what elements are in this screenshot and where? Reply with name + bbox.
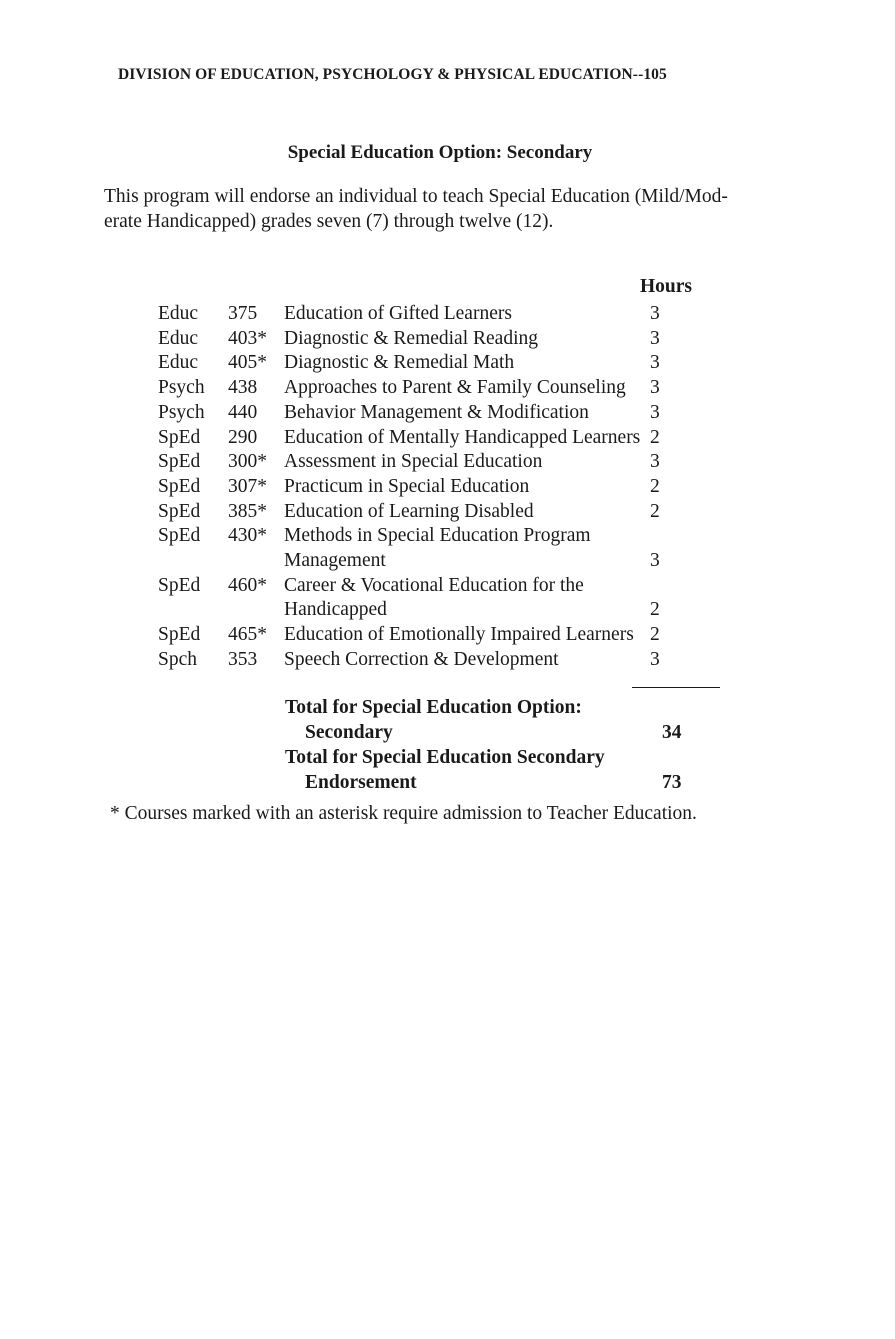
course-dept: Educ [158, 327, 199, 349]
course-dept: SpEd [158, 475, 201, 497]
course-title: Education of Emotionally Impaired Learners [284, 624, 634, 646]
totals-rule [632, 687, 720, 688]
section-title: Special Education Option: Secondary [287, 142, 593, 163]
course-number: 465* [228, 624, 267, 646]
table-row [158, 500, 680, 525]
total-option-label [285, 695, 685, 720]
table-row [158, 623, 680, 648]
table-row [158, 401, 680, 426]
course-hours: 3 [650, 352, 660, 374]
course-hours: 3 [650, 327, 660, 349]
course-number [228, 549, 284, 574]
total-endorsement-label-line1: Total for Special Education Secondary [285, 747, 605, 768]
course-hours: 2 [650, 426, 660, 448]
course-title: Education of Learning Disabled [284, 500, 534, 522]
course-number: 290 [228, 426, 258, 448]
course-number: 300* [228, 451, 267, 473]
table-row [158, 574, 680, 599]
course-title: Assessment in Special Education [284, 451, 543, 473]
total-option-label-line2: Secondary [305, 722, 393, 743]
course-dept: Educ [158, 303, 199, 324]
course-hours: 2 [650, 599, 660, 621]
course-dept: SpEd [158, 574, 201, 596]
course-number [228, 598, 284, 623]
course-dept: Psych [158, 401, 205, 423]
course-dept [158, 598, 228, 623]
course-hours: 3 [650, 550, 660, 572]
table-row [158, 351, 680, 376]
hours-column-header: Hours [640, 276, 693, 297]
course-number: 460* [228, 574, 267, 596]
course-title: Education of Gifted Learners [284, 303, 512, 324]
course-title: Speech Correction & Development [284, 648, 559, 670]
table-row [158, 376, 680, 401]
course-hours: 2 [650, 624, 660, 646]
total-endorsement-label [285, 745, 685, 770]
course-number: 403* [228, 327, 267, 349]
course-title: Education of Mentally Handicapped Learners [284, 426, 641, 448]
table-row [158, 524, 680, 549]
course-dept [158, 549, 228, 574]
course-hours [650, 574, 680, 599]
course-hours: 3 [650, 303, 660, 324]
total-option-label-line1: Total for Special Education Option: [285, 697, 582, 718]
course-number: 440 [228, 401, 258, 423]
course-title: Management [284, 550, 386, 572]
course-dept: SpEd [158, 451, 201, 473]
intro-paragraph [104, 184, 784, 234]
course-title: Approaches to Parent & Family Counseling [284, 377, 626, 399]
total-option-row [285, 720, 685, 745]
table-row [158, 426, 680, 451]
course-number: 385* [228, 500, 267, 522]
course-number: 375 [228, 303, 258, 324]
course-title: Handicapped [284, 599, 387, 621]
course-number: 353 [228, 648, 258, 670]
course-number: 307* [228, 475, 267, 497]
running-head: DIVISION OF EDUCATION, PSYCHOLOGY & PHYSICAL EDUCATION--105 [118, 66, 667, 83]
asterisk-footnote: * Courses marked with an asterisk require admission to Teacher Education. [110, 803, 697, 824]
course-hours: 3 [650, 648, 660, 670]
table-row [158, 450, 680, 475]
totals-block [285, 695, 685, 795]
course-table [158, 302, 680, 673]
total-endorsement-value: 73 [662, 772, 682, 793]
course-title: Diagnostic & Remedial Math [284, 352, 515, 374]
total-option-value: 34 [662, 722, 682, 743]
course-title: Career & Vocational Education for the [284, 574, 584, 596]
table-row [158, 648, 680, 673]
course-title: Behavior Management & Modification [284, 401, 589, 423]
table-row [158, 327, 680, 352]
course-dept: Spch [158, 648, 197, 670]
course-hours: 3 [650, 401, 660, 423]
course-dept: SpEd [158, 525, 201, 547]
course-title: Diagnostic & Remedial Reading [284, 327, 538, 349]
course-title: Practicum in Special Education [284, 475, 530, 497]
course-number: 438 [228, 377, 258, 399]
course-dept: SpEd [158, 426, 201, 448]
course-dept: SpEd [158, 624, 201, 646]
table-row-continuation [158, 598, 680, 623]
course-hours [650, 524, 680, 549]
intro-line: erate Handicapped) grades seven (7) through twelve (12). [104, 211, 554, 232]
total-endorsement-row [285, 770, 685, 795]
course-dept: SpEd [158, 500, 201, 522]
course-dept: Psych [158, 377, 205, 399]
course-hours: 2 [650, 500, 660, 522]
intro-line: This program will endorse an individual to teach Special Education (Mild/Mod- [104, 186, 728, 207]
table-row-continuation [158, 549, 680, 574]
total-endorsement-label-line2: Endorsement [305, 772, 417, 793]
course-number: 405* [228, 352, 267, 374]
course-hours: 2 [650, 475, 660, 497]
course-hours: 3 [650, 377, 660, 399]
course-dept: Educ [158, 352, 199, 374]
course-title: Methods in Special Education Program [284, 525, 591, 547]
course-hours: 3 [650, 451, 660, 473]
table-row [158, 302, 680, 327]
course-number: 430* [228, 525, 267, 547]
table-row [158, 475, 680, 500]
